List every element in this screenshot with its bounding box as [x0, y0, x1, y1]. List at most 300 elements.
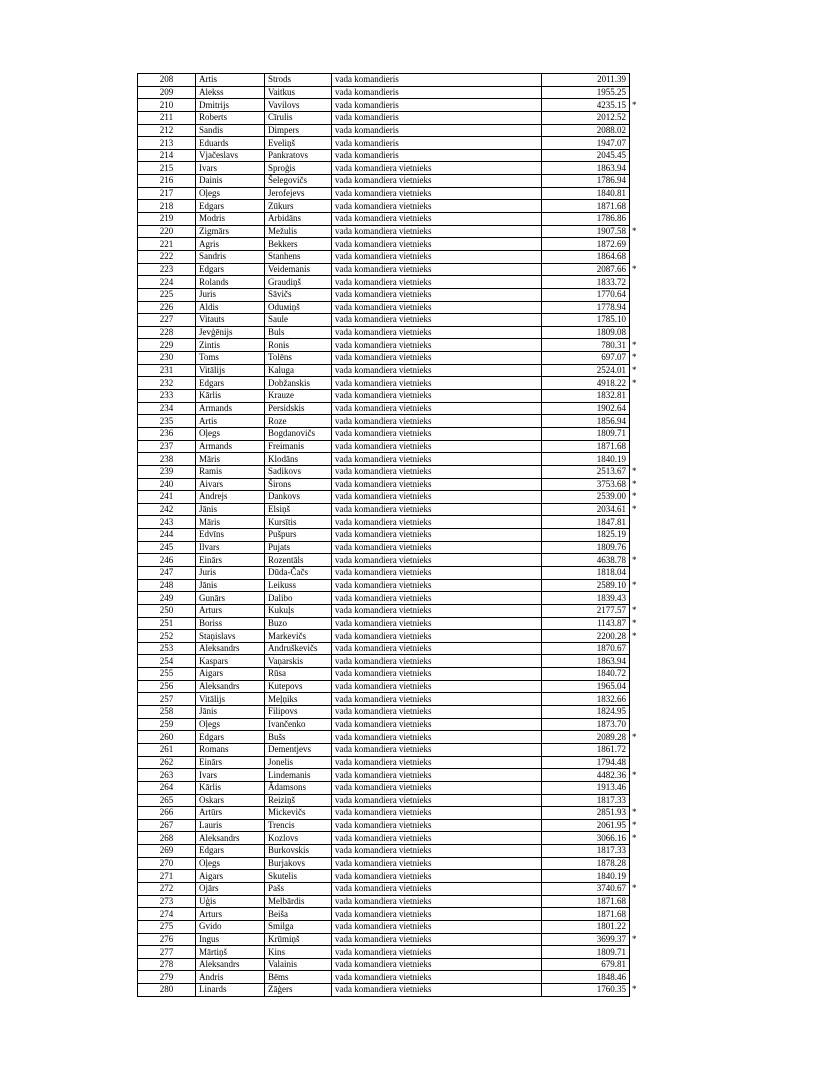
table-row [138, 465, 640, 478]
asterisk-mark [630, 326, 640, 339]
asterisk-mark: * [632, 466, 637, 477]
row-number: 254 [138, 655, 196, 668]
asterisk-mark [630, 213, 640, 226]
table-row [138, 314, 640, 327]
table-row [138, 288, 640, 301]
asterisk-mark: * [632, 832, 637, 843]
asterisk-mark [630, 149, 640, 162]
first-name: Boriss [196, 617, 265, 630]
row-number: 243 [138, 516, 196, 529]
last-name: Oduміņš [265, 301, 332, 314]
asterisk-mark [630, 238, 640, 251]
position: vada komandiera vietnieks [332, 187, 542, 200]
table-row [138, 503, 640, 516]
amount: 1839.43 [542, 592, 630, 605]
table-row [138, 668, 640, 681]
last-name: Markevičs [265, 630, 332, 643]
row-number: 251 [138, 617, 196, 630]
table-row [138, 566, 640, 579]
position: vada komandieris [332, 137, 542, 150]
asterisk-mark: * [632, 263, 637, 274]
last-name: Buls [265, 326, 332, 339]
table-row [138, 946, 640, 959]
table-row [138, 364, 640, 377]
table-row [138, 933, 640, 946]
amount: 1840.72 [542, 668, 630, 681]
first-name: Artis [196, 415, 265, 428]
position: vada komandiera vietnieks [332, 731, 542, 744]
table-row [138, 74, 640, 87]
row-number: 268 [138, 832, 196, 845]
table-row [138, 781, 640, 794]
first-name: Rolands [196, 276, 265, 289]
first-name: Juris [196, 566, 265, 579]
asterisk-mark [630, 124, 640, 137]
amount: 1871.68 [542, 440, 630, 453]
last-name: Ronis [265, 339, 332, 352]
asterisk-mark [630, 857, 640, 870]
row-number: 212 [138, 124, 196, 137]
row-number: 209 [138, 86, 196, 99]
row-number: 242 [138, 503, 196, 516]
row-number: 252 [138, 630, 196, 643]
table-row [138, 263, 640, 276]
amount: 3740.67 [542, 883, 630, 896]
table-row [138, 276, 640, 289]
position: vada komandiera vietnieks [332, 288, 542, 301]
amount: 2200.28 [542, 630, 630, 643]
last-name: Pušpurs [265, 529, 332, 542]
amount: 3699.37 [542, 933, 630, 946]
first-name: Aigars [196, 870, 265, 883]
amount: 1848.46 [542, 971, 630, 984]
amount: 1809.71 [542, 946, 630, 959]
asterisk-mark [630, 415, 640, 428]
row-number: 224 [138, 276, 196, 289]
amount: 1847.81 [542, 516, 630, 529]
last-name: Bušs [265, 731, 332, 744]
table-row [138, 529, 640, 542]
asterisk-mark [630, 870, 640, 883]
position: vada komandieris [332, 99, 542, 112]
position: vada komandiera vietnieks [332, 895, 542, 908]
asterisk-mark [630, 250, 640, 263]
first-name: Jānis [196, 579, 265, 592]
last-name: Kukuļs [265, 604, 332, 617]
amount: 1863.94 [542, 162, 630, 175]
amount: 1143.87 [542, 617, 630, 630]
asterisk-mark [630, 756, 640, 769]
last-name: Dementjevs [265, 743, 332, 756]
table-row [138, 579, 640, 592]
position: vada komandiera vietnieks [332, 819, 542, 832]
position: vada komandiera vietnieks [332, 971, 542, 984]
table-row [138, 769, 640, 782]
first-name: Ojārs [196, 883, 265, 896]
row-number: 279 [138, 971, 196, 984]
asterisk-mark [630, 592, 640, 605]
asterisk-mark [630, 162, 640, 175]
position: vada komandiera vietnieks [332, 364, 542, 377]
position: vada komandiera vietnieks [332, 718, 542, 731]
first-name: Oļegs [196, 857, 265, 870]
table-row [138, 604, 640, 617]
table-row [138, 958, 640, 971]
asterisk-mark [630, 276, 640, 289]
table-row [138, 743, 640, 756]
amount: 1832.66 [542, 693, 630, 706]
amount: 1947.07 [542, 137, 630, 150]
row-number: 234 [138, 402, 196, 415]
last-name: Rozentāls [265, 554, 332, 567]
amount: 2012.52 [542, 111, 630, 124]
row-number: 229 [138, 339, 196, 352]
last-name: Šelegovičs [265, 175, 332, 188]
last-name: Persidskis [265, 402, 332, 415]
last-name: Kozlovs [265, 832, 332, 845]
last-name: Mickevičs [265, 807, 332, 820]
amount: 1913.46 [542, 781, 630, 794]
position: vada komandiera vietnieks [332, 478, 542, 491]
asterisk-mark [630, 655, 640, 668]
first-name: Māris [196, 516, 265, 529]
position: vada komandiera vietnieks [332, 807, 542, 820]
position: vada komandiera vietnieks [332, 769, 542, 782]
asterisk-mark [630, 390, 640, 403]
last-name: Graudiņš [265, 276, 332, 289]
row-number: 223 [138, 263, 196, 276]
row-number: 273 [138, 895, 196, 908]
asterisk-mark: * [632, 605, 637, 616]
last-name: Zāģers [265, 984, 332, 997]
last-name: Krauze [265, 390, 332, 403]
amount: 1840.81 [542, 187, 630, 200]
amount: 2034.61 [542, 503, 630, 516]
row-number: 277 [138, 946, 196, 959]
position: vada komandiera vietnieks [332, 566, 542, 579]
first-name: Einārs [196, 756, 265, 769]
row-number: 248 [138, 579, 196, 592]
first-name: Lauris [196, 819, 265, 832]
position: vada komandiera vietnieks [332, 465, 542, 478]
first-name: Gvido [196, 920, 265, 933]
position: vada komandiera vietnieks [332, 415, 542, 428]
asterisk-mark [630, 541, 640, 554]
position: vada komandiera vietnieks [332, 958, 542, 971]
position: vada komandiera vietnieks [332, 668, 542, 681]
asterisk-mark [630, 427, 640, 440]
first-name: Edgars [196, 845, 265, 858]
row-number: 249 [138, 592, 196, 605]
position: vada komandiera vietnieks [332, 870, 542, 883]
table-row [138, 238, 640, 251]
position: vada komandiera vietnieks [332, 516, 542, 529]
last-name: Pašs [265, 883, 332, 896]
table-row [138, 756, 640, 769]
position: vada komandiera vietnieks [332, 276, 542, 289]
table-row [138, 541, 640, 554]
first-name: Alekss [196, 86, 265, 99]
row-number: 216 [138, 175, 196, 188]
amount: 679.81 [542, 958, 630, 971]
table-row [138, 870, 640, 883]
amount: 1871.68 [542, 895, 630, 908]
last-name: Mežulis [265, 225, 332, 238]
row-number: 263 [138, 769, 196, 782]
table-row [138, 99, 640, 112]
asterisk-mark [630, 680, 640, 693]
amount: 2045.45 [542, 149, 630, 162]
table-row [138, 908, 640, 921]
row-number: 235 [138, 415, 196, 428]
asterisk-mark [630, 718, 640, 731]
last-name: Saule [265, 314, 332, 327]
row-number: 266 [138, 807, 196, 820]
row-number: 247 [138, 566, 196, 579]
last-name: Buzo [265, 617, 332, 630]
last-name: Dūda-Čačs [265, 566, 332, 579]
row-number: 269 [138, 845, 196, 858]
asterisk-mark [630, 781, 640, 794]
amount: 1801.22 [542, 920, 630, 933]
table-row [138, 895, 640, 908]
last-name: Stanhens [265, 250, 332, 263]
last-name: Bēms [265, 971, 332, 984]
row-number: 219 [138, 213, 196, 226]
position: vada komandiera vietnieks [332, 213, 542, 226]
amount: 1760.35 [542, 984, 630, 997]
amount: 1778.94 [542, 301, 630, 314]
position: vada komandiera vietnieks [332, 781, 542, 794]
table-row [138, 377, 640, 390]
last-name: Rūsa [265, 668, 332, 681]
position: vada komandieris [332, 111, 542, 124]
table-row [138, 731, 640, 744]
amount: 2089.28 [542, 731, 630, 744]
first-name: Edgars [196, 263, 265, 276]
last-name: Strods [265, 74, 332, 87]
row-number: 220 [138, 225, 196, 238]
row-number: 267 [138, 819, 196, 832]
amount: 4235.15 [542, 99, 630, 112]
amount: 1785.10 [542, 314, 630, 327]
last-name: Andruškevičs [265, 642, 332, 655]
amount: 1794.48 [542, 756, 630, 769]
table-row [138, 326, 640, 339]
position: vada komandiera vietnieks [332, 238, 542, 251]
first-name: Vitālijs [196, 364, 265, 377]
table-row [138, 86, 640, 99]
first-name: Arturs [196, 908, 265, 921]
first-name: Oļegs [196, 187, 265, 200]
last-name: Sāvičs [265, 288, 332, 301]
row-number: 270 [138, 857, 196, 870]
first-name: Toms [196, 352, 265, 365]
amount: 4482.36 [542, 769, 630, 782]
amount: 1786.86 [542, 213, 630, 226]
table-row [138, 415, 640, 428]
table-row [138, 175, 640, 188]
row-number: 250 [138, 604, 196, 617]
amount: 1770.64 [542, 288, 630, 301]
asterisk-mark [630, 402, 640, 415]
first-name: Zintis [196, 339, 265, 352]
last-name: Eveliņš [265, 137, 332, 150]
position: vada komandiera vietnieks [332, 832, 542, 845]
table-row [138, 693, 640, 706]
row-number: 259 [138, 718, 196, 731]
row-number: 237 [138, 440, 196, 453]
last-name: Burkovskis [265, 845, 332, 858]
first-name: Ingus [196, 933, 265, 946]
amount: 4638.78 [542, 554, 630, 567]
row-number: 240 [138, 478, 196, 491]
position: vada komandiera vietnieks [332, 680, 542, 693]
amount: 2011.39 [542, 74, 630, 87]
first-name: Staņislavs [196, 630, 265, 643]
table-row [138, 857, 640, 870]
position: vada komandiera vietnieks [332, 200, 542, 213]
asterisk-mark: * [632, 99, 637, 110]
row-number: 214 [138, 149, 196, 162]
row-number: 218 [138, 200, 196, 213]
asterisk-mark [630, 187, 640, 200]
amount: 1871.68 [542, 200, 630, 213]
row-number: 260 [138, 731, 196, 744]
row-number: 231 [138, 364, 196, 377]
amount: 1863.94 [542, 655, 630, 668]
asterisk-mark: * [632, 984, 637, 995]
row-number: 211 [138, 111, 196, 124]
first-name: Jānis [196, 503, 265, 516]
position: vada komandiera vietnieks [332, 604, 542, 617]
position: vada komandieris [332, 149, 542, 162]
position: vada komandiera vietnieks [332, 693, 542, 706]
table-row [138, 162, 640, 175]
position: vada komandiera vietnieks [332, 225, 542, 238]
row-number: 255 [138, 668, 196, 681]
amount: 3753.68 [542, 478, 630, 491]
last-name: Beiša [265, 908, 332, 921]
first-name: Ilvars [196, 541, 265, 554]
first-name: Edgars [196, 200, 265, 213]
first-name: Vitauts [196, 314, 265, 327]
position: vada komandiera vietnieks [332, 655, 542, 668]
first-name: Sandis [196, 124, 265, 137]
first-name: Māris [196, 453, 265, 466]
position: vada komandiera vietnieks [332, 630, 542, 643]
amount: 1907.58 [542, 225, 630, 238]
table-row [138, 402, 640, 415]
asterisk-mark: * [632, 365, 637, 376]
asterisk-mark [630, 529, 640, 542]
asterisk-mark: * [632, 504, 637, 515]
asterisk-mark [630, 440, 640, 453]
table-row [138, 225, 640, 238]
table-row [138, 845, 640, 858]
first-name: Jānis [196, 706, 265, 719]
table-row [138, 807, 640, 820]
last-name: Tolēns [265, 352, 332, 365]
last-name: Dalibo [265, 592, 332, 605]
table-row [138, 427, 640, 440]
amount: 1902.64 [542, 402, 630, 415]
last-name: Pankratovs [265, 149, 332, 162]
first-name: Roberts [196, 111, 265, 124]
last-name: Reiziņš [265, 794, 332, 807]
last-name: Freimanis [265, 440, 332, 453]
row-number: 233 [138, 390, 196, 403]
position: vada komandiera vietnieks [332, 377, 542, 390]
table-row [138, 200, 640, 213]
last-name: Sproģis [265, 162, 332, 175]
first-name: Andrejs [196, 491, 265, 504]
position: vada komandiera vietnieks [332, 390, 542, 403]
last-name: Vavilovs [265, 99, 332, 112]
row-number: 262 [138, 756, 196, 769]
first-name: Aleksandrs [196, 642, 265, 655]
asterisk-mark [630, 314, 640, 327]
row-number: 246 [138, 554, 196, 567]
row-number: 257 [138, 693, 196, 706]
amount: 1817.33 [542, 794, 630, 807]
table-row [138, 149, 640, 162]
last-name: Dimpers [265, 124, 332, 137]
last-name: Valainis [265, 958, 332, 971]
amount: 1871.68 [542, 908, 630, 921]
last-name: Melbārdis [265, 895, 332, 908]
position: vada komandiera vietnieks [332, 263, 542, 276]
first-name: Ivars [196, 769, 265, 782]
row-number: 271 [138, 870, 196, 883]
asterisk-mark [630, 111, 640, 124]
amount: 2513.67 [542, 465, 630, 478]
row-number: 232 [138, 377, 196, 390]
amount: 1809.08 [542, 326, 630, 339]
asterisk-mark [630, 301, 640, 314]
position: vada komandiera vietnieks [332, 440, 542, 453]
asterisk-mark [630, 200, 640, 213]
row-number: 228 [138, 326, 196, 339]
asterisk-mark: * [632, 731, 637, 742]
first-name: Kārlis [196, 781, 265, 794]
position: vada komandiera vietnieks [332, 301, 542, 314]
asterisk-mark [630, 516, 640, 529]
table-row [138, 111, 640, 124]
table-row [138, 718, 640, 731]
last-name: Kaluga [265, 364, 332, 377]
position: vada komandiera vietnieks [332, 352, 542, 365]
asterisk-mark [630, 845, 640, 858]
table-row [138, 883, 640, 896]
table-row [138, 440, 640, 453]
first-name: Kaspars [196, 655, 265, 668]
amount: 1861.72 [542, 743, 630, 756]
amount: 1832.81 [542, 390, 630, 403]
last-name: Vaņarskis [265, 655, 332, 668]
position: vada komandiera vietnieks [332, 984, 542, 997]
table-row [138, 137, 640, 150]
last-name: Bogdanovičs [265, 427, 332, 440]
table-row [138, 478, 640, 491]
amount: 1965.04 [542, 680, 630, 693]
row-number: 236 [138, 427, 196, 440]
first-name: Edgars [196, 377, 265, 390]
row-number: 238 [138, 453, 196, 466]
last-name: Klodāns [265, 453, 332, 466]
asterisk-mark [630, 794, 640, 807]
first-name: Romans [196, 743, 265, 756]
